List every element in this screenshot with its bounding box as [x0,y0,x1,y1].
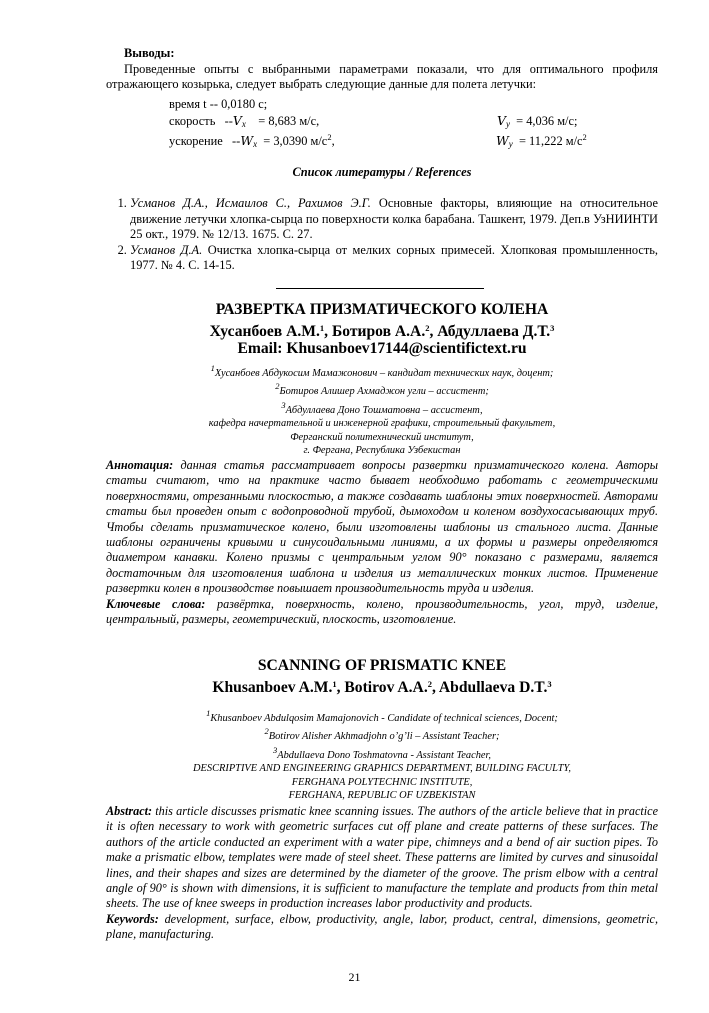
param-time: время t -- 0,0180 с; [169,97,268,111]
keywords-text: развёртка, поверхность, колено, производительность, угол, труд, изделие, центральный, размеры, геометрический, плоскость, изготовление. [106,596,658,627]
article-ru-abstract [106,458,658,627]
author-separator: , [324,323,332,340]
accel-superscript: 2 [327,132,332,142]
article-ru-email: Email: Khusanboev17144@scientifictext.ru [237,340,527,357]
affiliation-line: кафедра начертательной и инженерной графики, строительный факультет, [208,418,556,430]
affiliation-line: FERGHANA, REPUBLIC OF UZBEKISTAN [288,790,476,802]
affiliation-line: Ферганский политехнический институт, [290,431,474,443]
reference-text: Основные факторы, влияющие на относительное движение летучки хлопка-сырца по поверхности колка барабана. Ташкент, 1979. Деп.в УзНИИНТИ 25 окт., 1979. № 12/13. 1675. С. 27. [130,196,658,241]
reference-authors: Усманов Д.А. [130,242,203,257]
accel-y-superscript: 2 [582,132,587,142]
author-affiliation-mark: 1 [332,679,337,689]
keywords-text: development, surface, elbow, productivity, angle, labor, product, central, dimensions, geometric, plane, manufacturing. [106,911,658,942]
article-ru-title: РАЗВЕРТКА ПРИЗМАТИЧЕСКОГО КОЛЕНА [215,301,549,318]
section-divider [276,288,484,289]
article-ru-authors [106,319,658,341]
affiliation-line: $^2$Ботиров Алишер Ахмаджон угли – ассистент; [275,381,489,398]
affiliation-line: $^1$Khusanboev Abdulqosim Mamajonovich - Candidate of technical sciences, Docent; [206,708,558,724]
conclusions-text: Проведенные опыты с выбранными параметрами показали, что для оптимального профиля отражающего козырька, следует выбрать следующие данные для полета летучки: [106,61,658,91]
reference-authors: Усманов Д.А., Исмаилов С., Рахимов Э.Г. [130,196,371,210]
conclusions-section [106,46,658,93]
accel-dash: -- [232,134,241,148]
keywords-label: Ключевые слова: [106,596,206,611]
speed-symbol: V [232,113,242,128]
author-name: Abdullaeva D.T. [438,679,548,696]
article-en-authors [106,675,658,697]
references-list [106,196,658,274]
author-name: Хусанбоев А.М. [209,323,320,340]
article-ru-affiliations [106,362,658,457]
speed-value: = 8,683 м/с, [258,114,320,128]
page-number: 21 [348,970,361,984]
accel-subscript: x [253,139,258,149]
affiliation-line: $^2$Botirov Alisher Akhmadjohn o’g’li – Assistant Teacher; [264,726,500,743]
author-separator: , [429,323,438,340]
affiliation-line: $^3$Абдуллаева Доно Тошматовна – ассистент, [281,399,483,416]
conclusions-heading: Выводы: [124,46,175,60]
accel-value: = 3,0390 м/с [263,134,328,148]
author-affiliation-mark: 1 [319,323,325,333]
speed-y-subscript: y [505,119,510,129]
author-name: Khusanboev A.M. [212,679,333,696]
abstract-text: данная статья рассматривает вопросы развертки призматического колена. Авторы статьи считают, что на практике часто бывает необходимо работать с геометрическими поверхностями, отрезанными плоскостью, а также создавать шаблоны этих поверхностей. Авторами статьи был проведен опыт с водопроводной трубой, дымоходом и коленом воздухосасывающих труб. Чтобы сделать призматическое колено, были изготовлены шаблоны из стального листа. Данные шаблоны ограничены кривыми и синусоидальными линиями, а их формы и размеры определяются диаметром канавки. Колено призмы с центральным углом 90° показано с размерами, является достаточным для изготовления шаблона и изделия из металлических тонких листов. Применение развертки колен в производстве повышает производительность труда и изделия. [106,458,658,596]
accel-y-value: = 11,222 м/с [518,134,583,148]
affiliation-line: FERGHANA POLYTECHNIC INSTITUTE, [291,776,473,788]
speed-y-symbol: V [497,113,506,128]
reference-item [130,243,658,274]
accel-y-subscript: y [508,139,513,149]
article-en-abstract [106,804,658,943]
author-affiliation-mark: 2 [427,679,432,689]
abstract-text: this article discusses prismatic knee scanning issues. The authors of the article believe that in practice it is often necessary to work with geometric surfaces cut off plane and create patterns of these surfaces. The authors of the article conducted an experiment with a water pipe, chimneys and a bend of air suction pipes. To make a prismatic elbow, templates were made of steel sheet. These patterns are limited by curves and sinusoidal lines, and their shapes and sizes are determined by the diameter of the groove. The prism elbow with a central angle of 90° is shown with dimensions, it is sufficient to manufacture the template and products from thin metal sheets. The use of knee sweeps in production increases labor productivity and products. [106,804,658,911]
author-separator: , [336,679,345,696]
speed-subscript: x [241,119,246,129]
param-accel-x [169,130,335,152]
reference-item [130,196,658,243]
accel-label: ускорение [169,134,223,148]
speed-y-value: = 4,036 м/с; [516,114,578,128]
param-accel-y [496,130,587,152]
accel-value-end: , [331,134,335,148]
affiliation-line: DESCRIPTIVE AND ENGINEERING GRAPHICS DEPARTMENT, BUILDING FACULTY, [193,763,571,775]
keywords-label: Keywords: [106,911,159,926]
article-en-affiliations [106,707,658,802]
speed-label: скорость [169,114,216,128]
article-en-title: SCANNING OF PRISMATIC KNEE [257,657,507,674]
author-name: Ботиров А.А. [331,323,426,340]
affiliation-line: $^1$Хусанбоев Абдукосим Мамажонович – кандидат технических наук, доцент; [210,363,554,379]
accel-y-symbol: W [496,133,509,148]
accel-symbol: W [240,133,254,148]
reference-text: Очистка хлопка-сырца от мелких сорных примесей. Хлопковая промышленность, 1977. № 4. С. 14-15. [130,242,658,272]
author-affiliation-mark: 3 [550,323,555,333]
author-separator: , [431,679,439,696]
author-affiliation-mark: 3 [547,679,552,689]
abstract-label: Аннотация: [106,458,174,472]
affiliation-line: $^3$Abdullaeva Dono Toshmatovna - Assistant Teacher, [272,744,492,761]
references-heading: Список литературы / References [292,165,472,179]
affiliation-line: г. Фергана, Республика Узбекистан [303,445,461,457]
author-name: Абдуллаева Д.Т. [437,323,551,340]
abstract-label: Abstract: [106,804,153,818]
author-affiliation-mark: 2 [425,323,430,333]
speed-dash: -- [224,114,233,128]
author-name: Botirov A.A. [344,679,428,696]
